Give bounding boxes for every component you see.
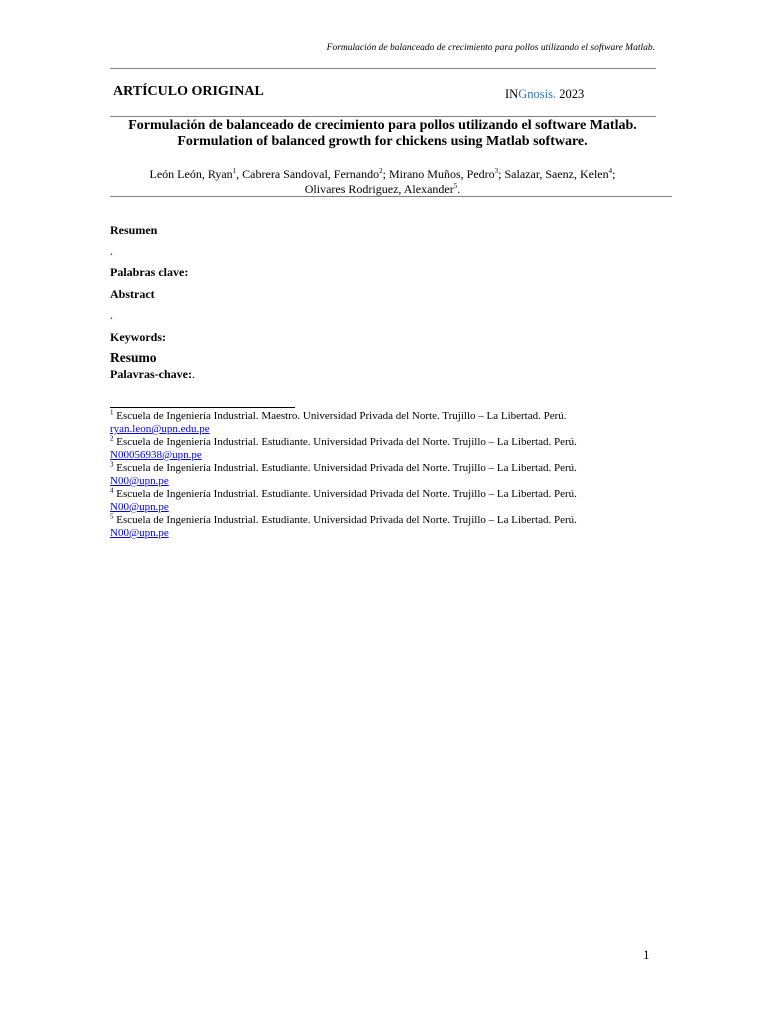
footnote: $^5$ Escuela de Ingeniería Industrial. Estudiante. Universidad Privada del Norte. Trujillo – La Libertad. Perú. N00@upn.pe [110, 512, 577, 539]
resumo-heading: Resumo [110, 350, 157, 365]
author-list [110, 167, 655, 196]
journal-name [505, 87, 584, 102]
footnote-email-link[interactable]: N00@upn.pe [110, 527, 169, 539]
abstract-heading: Abstract [110, 287, 155, 301]
footnote: $^2$ Escuela de Ingeniería Industrial. Estudiante. Universidad Privada del Norte. Trujillo – La Libertad. Perú. N00056938@upn.pe [110, 434, 577, 461]
author: Mirano Muños, Pedro$^3$; [388, 167, 505, 181]
palabras-clave-heading: Palabras clave: [110, 265, 189, 279]
palavras-chave-body: . [191, 367, 195, 381]
title-spanish: Formulación de balanceado de crecimiento para pollos utilizando el software Matlab. [128, 118, 637, 133]
footnote-email-link[interactable]: N00@upn.pe [110, 475, 169, 487]
title-block [110, 118, 655, 150]
author: León León, Ryan$^1$, [149, 167, 243, 181]
resumen-body: . [110, 244, 113, 258]
title-top-rule [110, 116, 656, 117]
footnote-email-link[interactable]: N00056938@upn.pe [110, 449, 202, 461]
abstract-body: . [110, 308, 113, 322]
section-label: ARTÍCULO ORIGINAL [113, 84, 264, 99]
palavras-chave-label: Palavras-chave: [110, 367, 192, 381]
journal-brand: Gnosis. [518, 87, 557, 101]
title-bottom-rule [110, 196, 672, 197]
palavras-chave-line [110, 367, 195, 382]
author: Cabrera Sandoval, Fernando$^2$; [242, 167, 389, 181]
author: Olivares Rodriguez, Alexander$^5$. [304, 181, 461, 196]
footnotes [110, 410, 620, 540]
footnote-email-link[interactable]: ryan.leon@upn.edu.pe [110, 423, 210, 435]
resumen-heading: Resumen [110, 223, 158, 237]
header-rule [110, 68, 656, 69]
page-number: 1 [643, 947, 650, 962]
title-english: Formulation of balanced growth for chickens using Matlab software. [177, 134, 588, 149]
journal-prefix: IN [505, 87, 519, 101]
keywords-heading: Keywords: [110, 330, 166, 344]
footnote-separator [110, 407, 295, 408]
footnote: $^1$ Escuela de Ingeniería Industrial. Maestro. Universidad Privada del Norte. Trujillo – La Libertad. Perú. ryan.leon@upn.edu.pe [110, 408, 567, 435]
journal-year: 2023 [556, 87, 585, 101]
footnote: $^4$ Escuela de Ingeniería Industrial. Estudiante. Universidad Privada del Norte. Trujillo – La Libertad. Perú. N00@upn.pe [110, 486, 577, 513]
footnote: $^3$ Escuela de Ingeniería Industrial. Estudiante. Universidad Privada del Norte. Trujillo – La Libertad. Perú. N00@upn.pe [110, 460, 577, 487]
footnote-email-link[interactable]: N00@upn.pe [110, 501, 169, 513]
running-header: Formulación de balanceado de crecimiento para pollos utilizando el software Matlab. [326, 43, 655, 53]
author: Salazar, Saenz, Kelen$^4$; [504, 167, 616, 181]
